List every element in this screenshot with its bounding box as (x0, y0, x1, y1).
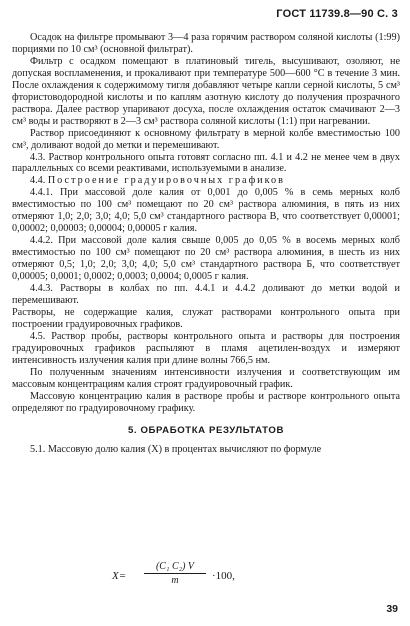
paragraph: 4.5. Раствор пробы, растворы контрольного опыта и растворы для построения градуировочных графиков распыляют в пламя ацетилен-воздух и измеряют интенсивность излучения калия при длине волны 766,5 нм. (12, 330, 400, 366)
paragraph: Массовую концентрацию калия в растворе пробы и растворе контрольного опыта определяют по градуировочному графику. (12, 390, 400, 414)
paragraph: 4.4.1. При массовой доле калия от 0,001 до 0,005 % в семь мерных колб вместимостью по 100 см³ помещают по 20 см³ раствора алюминия, в пять из них отмеряют 1,0; 2,0; 3,0; 4,0; 5,0 см³ стандартного раствора В, что соответствует 0,00001; 0,00002; 0,00003; 0,00004; 0,00005 г калия. (12, 187, 400, 235)
formula-fraction (144, 561, 206, 586)
section-number: 4.4. (30, 175, 46, 187)
paragraph: По полученным значениям интенсивности излучения и соответствующим им массовым концентрациям калия строят градуировочный график. (12, 366, 400, 390)
paragraph: Осадок на фильтре промывают 3—4 раза горячим раствором соляной кислоты (1:99) порциями по 10 см³ (основной фильтрат). (12, 32, 400, 55)
page-header: ГОСТ 11739.8—90 С. 3 (276, 8, 398, 20)
paragraph: Раствор присоединяют к основному фильтрату в мерной колбе вместимостью 100 см³, доливают водой до метки и перемешивают. (12, 127, 400, 151)
formula-rhs: ·100, (212, 570, 235, 582)
paragraph: 4.3. Раствор контрольного опыта готовят согласно пп. 4.1 и 4.2 не менее чем в двух параллельных со всеми реактивами, используемыми в анализе. (12, 151, 400, 175)
section-heading-4-4 (12, 175, 400, 187)
paragraph: Фильтр с осадком помещают в платиновый тигель, высушивают, озоляют, не допуская воспламенения, и прокаливают при температуре 500—600 °С в течение 3 мин. После охлаждения к содержимому тигля добавляют четыре капли серной кислоты, 5 см³ фтористоводородной кислоты и по каплям азотную кислоту до получения прозрачного раствора. Далее раствор упаривают досуха, после охлаждения остаток смачивают 2—3 см³ воды и растворяют в 2—3 см³ раствора соляной кислоты (1:1) при нагревании. (12, 55, 400, 127)
paragraph: 5.1. Массовую долю калия (X) в процентах вычисляют по формуле (30, 444, 322, 456)
document-body (12, 32, 400, 456)
formula-lhs: X= (112, 570, 127, 582)
formula-numerator: (C₁ C₂) V (144, 561, 206, 574)
formula-denominator: m (171, 575, 179, 586)
section-heading-5: 5. ОБРАБОТКА РЕЗУЛЬТАТОВ (128, 424, 284, 436)
paragraph: 4.4.2. При массовой доле калия свыше 0,005 до 0,05 % в восемь мерных колб вместимостью по 100 см³ помещают по 20 см³ раствора алюминия, в шесть из них отмеряют 0,5; 1,0; 2,0; 3,0; 4,0; 5,0 см³ стандартного раствора Б, что соответствует 0,00005; 0,0001; 0,0002; 0,0003; 0,0004; 0,0005 г калия. (12, 235, 400, 283)
paragraph: 4.4.3. Растворы в колбах по пп. 4.4.1 и 4.4.2 доливают до метки водой и перемешивают. (12, 283, 400, 306)
paragraph: Растворы, не содержащие калия, служат растворами контрольного опыта при построении градуировочных графиков. (12, 306, 400, 330)
section-title: Построение градуировочных графиков (47, 175, 285, 187)
page-number: 39 (386, 603, 398, 615)
